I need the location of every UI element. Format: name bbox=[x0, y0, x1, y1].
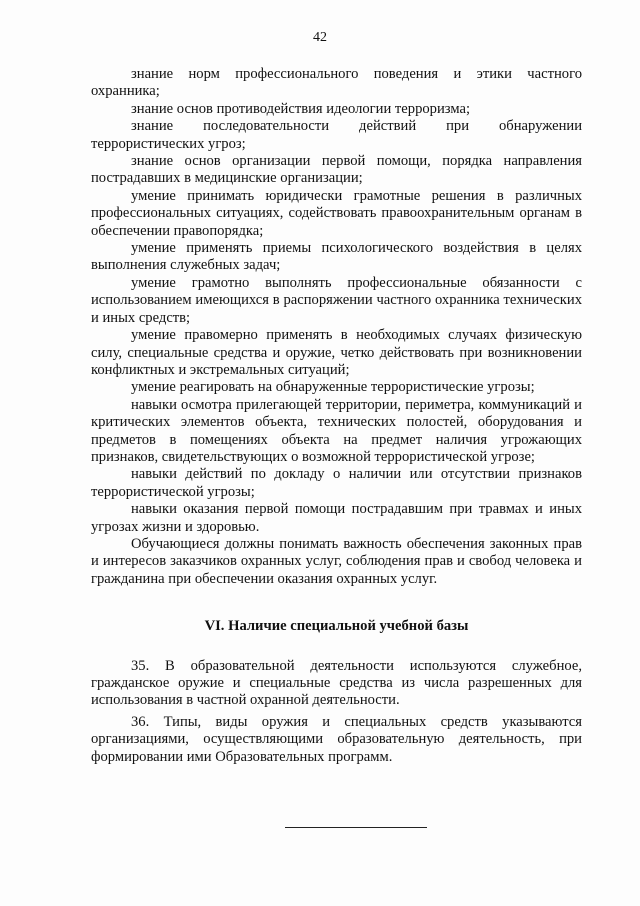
section-heading: VI. Наличие специальной учебной базы bbox=[204, 618, 469, 635]
list-item: навыки действий по докладу о наличии или отсутствии признаков террористической угрозы; bbox=[91, 466, 582, 500]
list-item: умение правомерно применять в необходимых случаях физическую силу, специальные средства и оружие, четко действовать при возникновении конфликтных и экстремальных ситуаций; bbox=[91, 327, 582, 378]
list-item: умение грамотно выполнять профессиональные обязанности с использованием имеющихся в распоряжении частного охранника технических и иных средств; bbox=[91, 274, 582, 326]
end-of-text-rule bbox=[285, 827, 427, 828]
paragraph-35: 35. В образовательной деятельности используются служебное, гражданское оружие и специальные средства из числа разрешенных для использования в частной охранной деятельности. bbox=[91, 657, 582, 709]
list-item: умение применять приемы психологического воздействия в целях выполнения служебных задач; bbox=[91, 240, 582, 274]
list-item: знание последовательности действий при обнаружении террористических угроз; bbox=[91, 118, 582, 152]
list-item: знание основ противодействия идеологии терроризма; bbox=[131, 100, 471, 117]
list-item: навыки осмотра прилегающей территории, периметра, коммуникаций и критических элементов объекта, технических полостей, оборудования и предметов в помещениях объекта на предмет наличия угрожающих признаков, свидетельствующих о возможной террористической угрозе; bbox=[91, 396, 582, 465]
list-item: умение реагировать на обнаруженные террористические угрозы; bbox=[131, 379, 535, 396]
paragraph-36: 36. Типы, виды оружия и специальных средств указываются организациями, осуществляющими образовательную деятельность, при формировании ими Образовательных программ. bbox=[91, 713, 582, 765]
page-number: 42 bbox=[313, 30, 327, 45]
closing-paragraph: Обучающиеся должны понимать важность обеспечения законных прав и интересов заказчиков охранных услуг, соблюдения прав и свобод человека и гражданина при обеспечении оказания охранных услуг. bbox=[91, 535, 582, 587]
page-body bbox=[91, 66, 582, 766]
list-item: умение принимать юридически грамотные решения в различных профессиональных ситуациях, содействовать правоохранительным органам в обеспечении правопорядка; bbox=[91, 187, 582, 239]
list-item: знание норм профессионального поведения и этики частного охранника; bbox=[91, 66, 582, 100]
list-item: знание основ организации первой помощи, порядка направления пострадавших в медицинские организации; bbox=[91, 153, 582, 187]
list-item: навыки оказания первой помощи пострадавшим при травмах и иных угрозах жизни и здоровью. bbox=[91, 501, 582, 535]
